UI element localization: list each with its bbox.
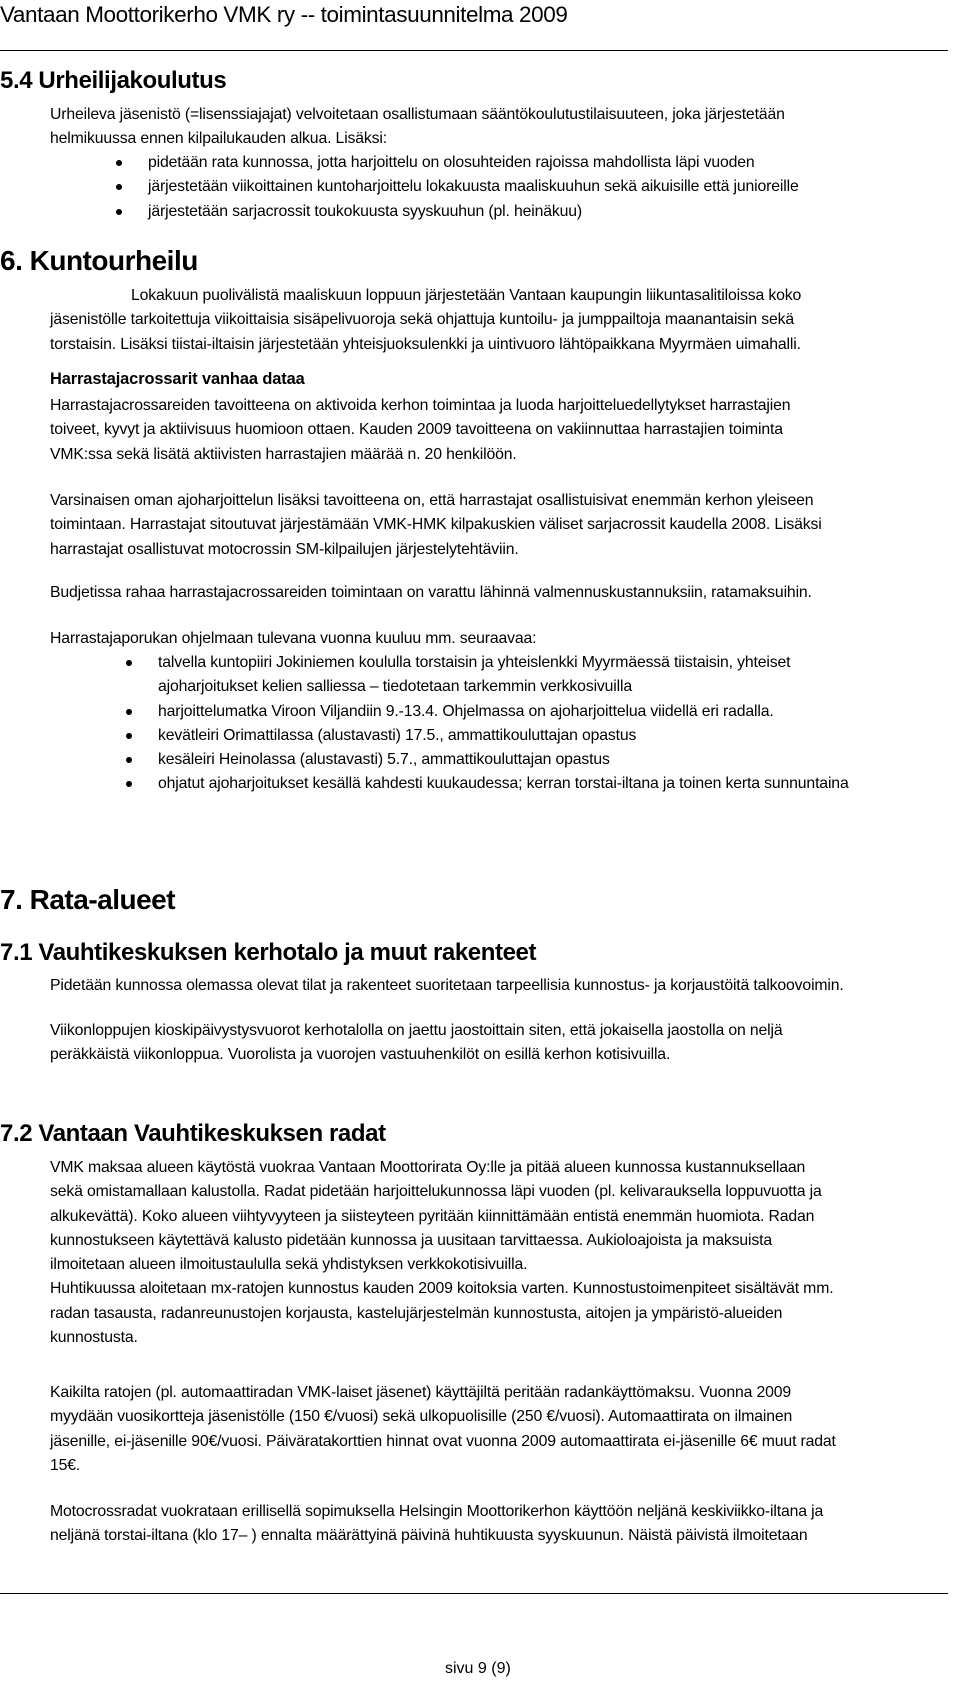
text-line: radan tasausta, radanreunustojen korjausta, kastelujärjestelmän kunnostusta, aitojen ja ympäristö-alueiden	[50, 1304, 783, 1322]
bullet-icon	[116, 184, 122, 190]
section-6-paragraph-5	[50, 627, 536, 651]
list-item-text: pidetään rata kunnossa, jotta harjoittelu on olosuhteiden rajoissa mahdollista läpi vuoden	[148, 154, 755, 171]
bullet-icon	[126, 757, 132, 763]
section-6-paragraph-4	[50, 581, 812, 605]
list-item	[158, 700, 849, 724]
list-item-text: järjestetään viikoittainen kuntoharjoittelu lokakuusta maaliskuuhun sekä aikuisille että junioreille	[148, 178, 799, 196]
bullet-icon	[126, 709, 132, 715]
list-item-text: kesäleiri Heinolassa (alustavasti) 5.7., ammattikouluttajan opastus	[158, 751, 610, 769]
section-6-bullet-list	[158, 651, 849, 797]
section-7-2-heading: 7.2 Vantaan Vauhtikeskuksen radat	[0, 1120, 386, 1147]
list-item-continuation	[158, 675, 849, 699]
text-line: helmikuussa ennen kilpailukauden alkua. Lisäksi:	[50, 130, 388, 148]
text-line: jäsenistölle tarkoitettuja viikoittaisia sisäpelivuoroja sekä ohjattuja kuntoilu- ja jumppailtoja maanantaisin sekä	[50, 311, 795, 329]
section-6-paragraph-1	[50, 284, 801, 357]
text-line: Harrastajaporukan ohjelmaan tulevana vuonna kuuluu mm. seuraavaa:	[50, 630, 537, 647]
section-7-2-paragraph-1	[50, 1156, 833, 1350]
text-line: Motocrossradat vuokrataan erillisellä sopimuksella Helsingin Moottorikerhon käyttöön neljänä keskiviikko-iltana ja	[50, 1503, 824, 1520]
section-7-heading: 7. Rata-alueet	[0, 884, 176, 915]
section-7-2-paragraph-2	[50, 1381, 836, 1478]
text-line: jäsenille, ei-jäsenille 90€/vuosi. Päiväratakorttien hinnat ovat vuonna 2009 automaattirata ei-jäsenille 6€ muut radat	[50, 1432, 836, 1450]
section-6-paragraph-2	[50, 394, 790, 467]
text-line: 15€.	[50, 1456, 81, 1474]
footer-divider	[0, 1593, 948, 1594]
header-divider	[0, 50, 948, 51]
text-line: myydään vuosikortteja jäsenistölle (150 €/vuosi) sekä ulkopuolisille (250 €/vuosi). Automaattirata on ilmainen	[50, 1408, 793, 1426]
text-line: kunnostukseen käytettävä kalusto pidetään kunnossa ja uusitaan tarvittaessa. Aukioloajoista ja maksuista	[50, 1231, 773, 1249]
list-item-text: harjoittelumatka Viroon Viljandiin 9.-13.4. Ohjelmassa on ajoharjoittelua viidellä eri radalla.	[158, 702, 774, 720]
text-line: Harrastajacrossareiden tavoitteena on aktivoida kerhon toimintaa ja luoda harjoitteluedellytykset harrastajien	[50, 397, 791, 414]
list-item	[148, 151, 799, 175]
text-line: Kaikilta ratojen (pl. automaattiradan VMK-laiset jäsenet) käyttäjiltä peritään radankäyttömaksu. Vuonna 2009	[50, 1384, 792, 1401]
section-7-1-paragraph-2	[50, 1019, 783, 1068]
list-item-text: ohjatut ajoharjoitukset kesällä kahdesti kuukaudessa; kerran torstai-iltana ja toinen kerta sunnuntaina	[158, 775, 849, 793]
text-line: Varsinaisen oman ajoharjoittelun lisäksi tavoitteena on, että harrastajat osallistuisivat enemmän kerhon yleiseen	[50, 492, 814, 509]
list-item-text: järjestetään sarjacrossit toukokuusta syyskuuhun (pl. heinäkuu)	[148, 202, 582, 220]
text-line: Huhtikuussa aloitetaan mx-ratojen kunnostus kauden 2009 koitoksia varten. Kunnostustoimenpiteet sisältävät mm.	[50, 1280, 834, 1298]
list-item	[148, 175, 799, 199]
section-7-2-paragraph-3	[50, 1500, 823, 1549]
bullet-icon	[116, 160, 122, 166]
text-line: Lokakuun puolivälistä maaliskuun loppuun järjestetään Vantaan kaupungin liikuntasalitiloissa koko	[131, 287, 802, 304]
text-line: alkukevättä). Koko alueen viihtyvyyteen ja siisteyteen pyritään kiinnittämään entistä enemmän huomiota. Radan	[50, 1207, 815, 1225]
list-item	[158, 772, 849, 796]
text-line: kunnostusta.	[50, 1329, 138, 1347]
text-line: harrastajat osallistuvat motocrossin SM-kilpailujen järjestelytehtäviin.	[50, 540, 519, 558]
text-line: peräkkäistä viikonloppua. Vuorolista ja vuorojen vastuuhenkilöt on esillä kerhon kotisivuilla.	[50, 1046, 671, 1064]
text-line: neljänä torstai-iltana (klo 17– ) ennalta määrättyinä päivinä huhtikuusta syyskuunun. Näistä päivistä ilmoitetaan	[50, 1527, 808, 1545]
section-5-4-intro	[50, 103, 785, 152]
text-line: Urheileva jäsenistö (=lisenssiajajat) velvoitetaan osallistumaan sääntökoulutustilaisuuteen, joka järjestetään	[50, 106, 785, 123]
bullet-icon	[126, 781, 132, 787]
text-line: toimintaan. Harrastajat sitoutuvat järjestämään VMK-HMK kilpakuskien väliset sarjacrossit kaudella 2008. Lisäksi	[50, 516, 822, 534]
bullet-icon	[126, 733, 132, 739]
section-5-4-heading: 5.4 Urheilijakoulutus	[0, 67, 227, 94]
list-item	[148, 200, 799, 224]
bullet-icon	[126, 660, 132, 666]
section-7-1-heading: 7.1 Vauhtikeskuksen kerhotalo ja muut rakenteet	[0, 939, 537, 966]
list-item-text: talvella kuntopiiri Jokiniemen koululla torstaisin ja yhteislenkki Myyrmäessä tiistaisin, yhteiset	[158, 654, 791, 671]
section-5-4-bullet-list	[148, 151, 799, 224]
text-line: VMK:ssa sekä lisätä aktiivisten harrastajien määrää n. 20 henkilöön.	[50, 445, 517, 463]
section-6-heading: 6. Kuntourheilu	[0, 245, 198, 276]
list-item	[158, 651, 849, 675]
section-7-1-paragraph-1	[50, 974, 844, 998]
section-6-subheading: Harrastajacrossarit vanhaa dataa	[50, 370, 305, 388]
text-line: ilmoitetaan alueen ilmoitustaululla sekä yhdistyksen verkkokotisivuilla.	[50, 1256, 528, 1274]
list-item-text: kevätleiri Orimattilassa (alustavasti) 17.5., ammattikouluttajan opastus	[158, 726, 637, 744]
list-item-text: ajoharjoitukset kelien salliessa – tiedotetaan tarkemmin verkkosivuilla	[158, 678, 633, 696]
section-6-paragraph-3	[50, 489, 822, 562]
text-line: torstaisin. Lisäksi tiistai-iltaisin järjestetään yhteisjuoksulenkki ja uintivuoro lähtöpaikkana Myyrmäen uimahalli.	[50, 335, 801, 353]
text-line: Viikonloppujen kioskipäivystysvuorot kerhotalolla on jaettu jaostoittain siten, että jokaisella jaostolla on neljä	[50, 1022, 783, 1039]
text-line: Budjetissa rahaa harrastajacrossareiden toimintaan on varattu lähinnä valmennuskustannuksiin, ratamaksuihin.	[50, 584, 812, 601]
list-item	[158, 724, 849, 748]
text-line: Pidetään kunnossa olemassa olevat tilat ja rakenteet suoritetaan tarpeellisia kunnostus- ja korjaustöitä talkoovoimin.	[50, 977, 844, 994]
text-line: toiveet, kyvyt ja aktiivisuus huomioon ottaen. Kauden 2009 tavoitteena on vakiinnuttaa harrastajien toiminta	[50, 421, 783, 439]
bullet-icon	[116, 209, 122, 215]
text-line: VMK maksaa alueen käytöstä vuokraa Vantaan Moottorirata Oy:lle ja pitää alueen kunnossa kustannuksellaan	[50, 1159, 806, 1176]
text-line: sekä omistamallaan kalustolla. Radat pidetään harjoittelukunnossa läpi vuoden (pl. kelivarauksella loppuvuotta ja	[50, 1183, 822, 1201]
list-item	[158, 748, 849, 772]
page-number: sivu 9 (9)	[445, 1660, 511, 1677]
document-header-title: Vantaan Moottorikerho VMK ry -- toimintasuunnitelma 2009	[0, 2, 568, 27]
